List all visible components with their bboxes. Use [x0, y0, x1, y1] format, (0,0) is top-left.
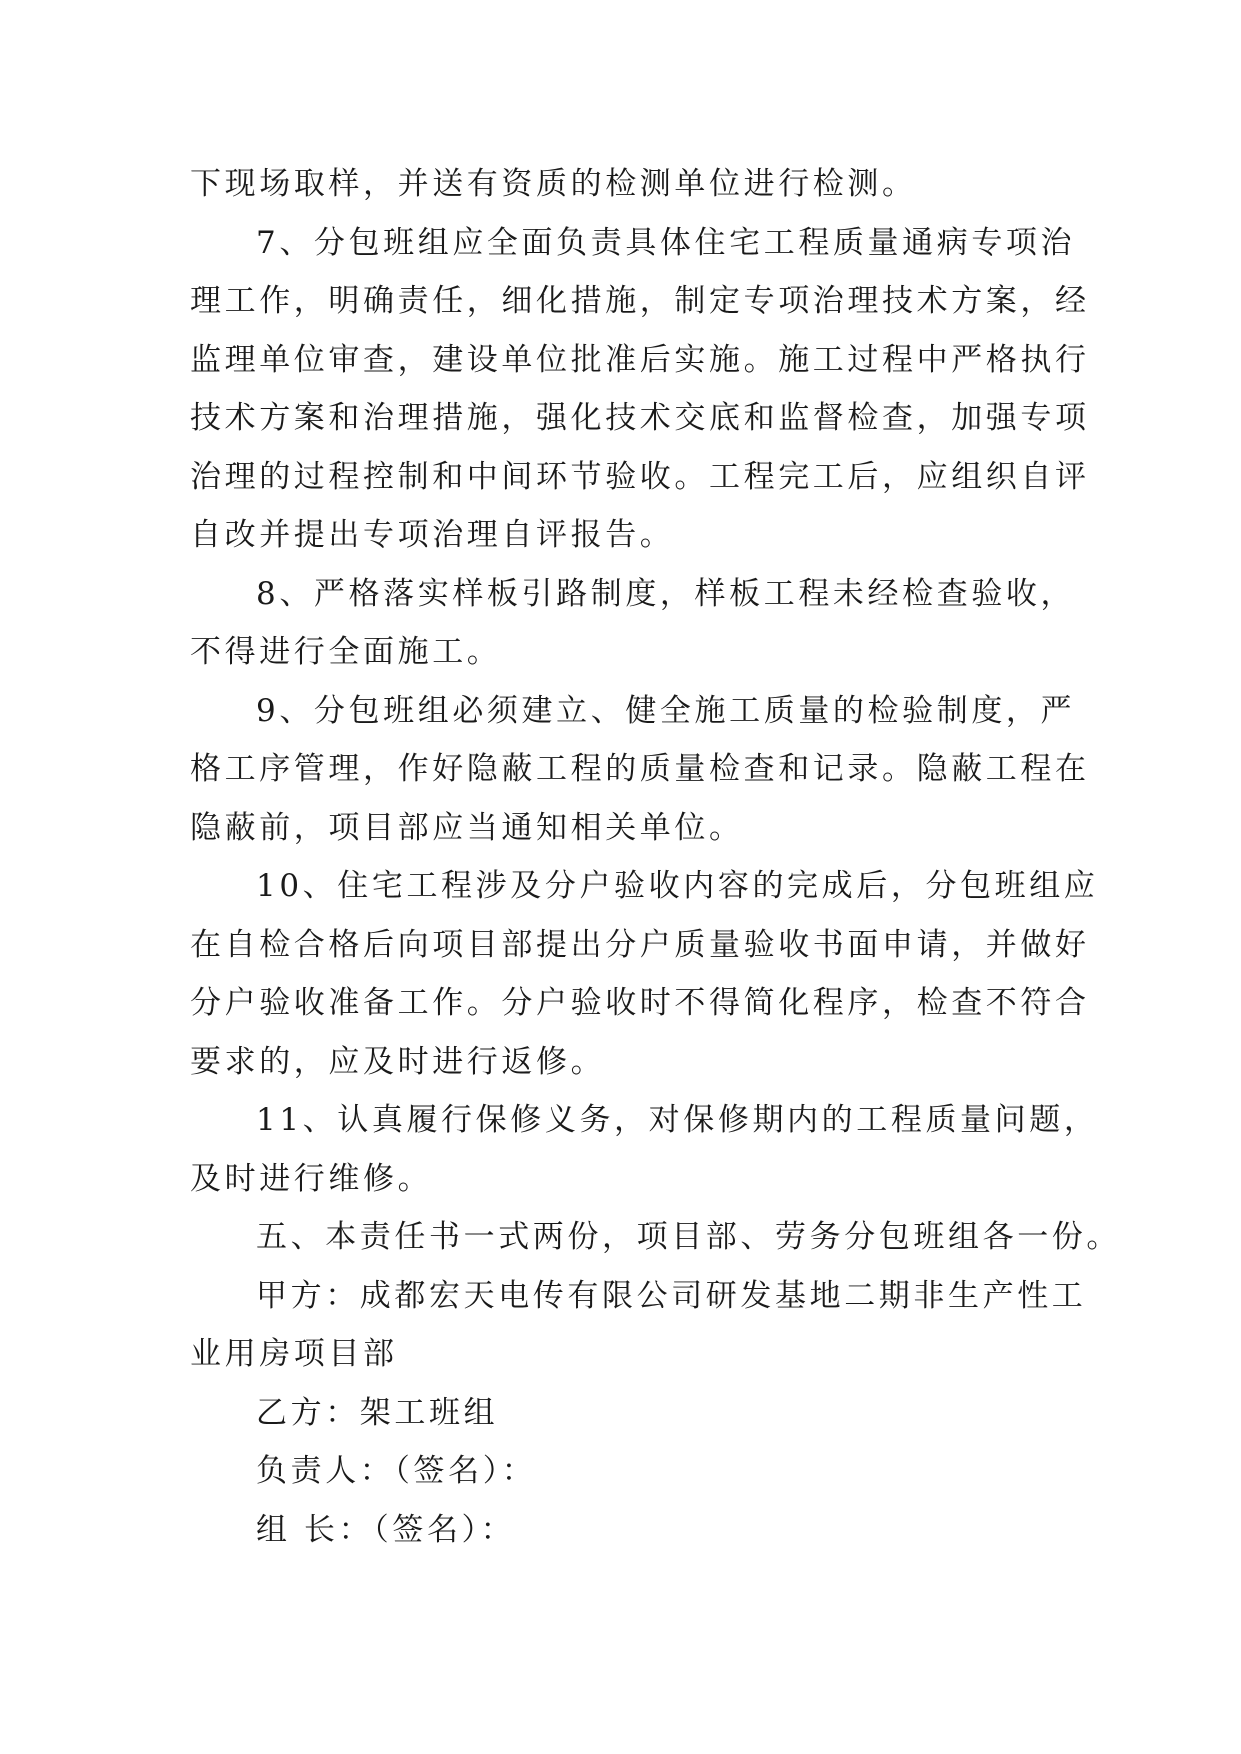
responsible-person-signature-line: 负责人：（签名）：	[256, 1453, 537, 1489]
paragraph-line: 分户验收准备工作。分户验收时不得简化程序，检查不符合	[190, 985, 1090, 1021]
paragraph-line: 隐蔽前，项目部应当通知相关单位。	[190, 809, 744, 846]
party-a-line: 甲方：成都宏天电传有限公司研发基地二期非生产性工	[256, 1277, 1087, 1314]
paragraph-line: 要求的，应及时进行返修。	[190, 1043, 606, 1080]
paragraph-line: 自改并提出专项治理自评报告。	[190, 517, 675, 553]
section-five-line: 五、本责任书一式两份，项目部、劳务分包班组各一份。	[256, 1219, 1121, 1255]
document-body	[190, 155, 1121, 1559]
paragraph-line: 及时进行维修。	[190, 1160, 433, 1197]
paragraph-line: 下现场取样，并送有资质的检测单位进行检测。	[190, 166, 917, 202]
clause-10-line: 10、住宅工程涉及分户验收内容的完成后，分包班组应	[256, 868, 1099, 904]
paragraph-line: 治理的过程控制和中间环节验收。工程完工后，应组织自评	[190, 458, 1090, 495]
team-leader-signature-line: 组 长：（签名）：	[256, 1511, 516, 1548]
clause-8-line: 8、严格落实样板引路制度，样板工程未经检查验收，	[256, 575, 1076, 612]
paragraph-line: 技术方案和治理措施，强化技术交底和监督检查，加强专项	[190, 400, 1090, 436]
clause-7-line: 7、分包班组应全面负责具体住宅工程质量通病专项治	[256, 224, 1076, 261]
paragraph-line: 格工序管理，作好隐蔽工程的质量检查和记录。隐蔽工程在	[190, 751, 1090, 787]
paragraph-line: 理工作，明确责任，细化措施，制定专项治理技术方案，经	[190, 283, 1090, 319]
paragraph-line: 在自检合格后向项目部提出分户质量验收书面申请，并做好	[190, 926, 1090, 963]
paragraph-line: 不得进行全面施工。	[190, 634, 502, 670]
clause-9-line: 9、分包班组必须建立、健全施工质量的检验制度，严	[256, 692, 1076, 729]
paragraph-line: 监理单位审查，建设单位批准后实施。施工过程中严格执行	[190, 341, 1090, 378]
party-b-line: 乙方：架工班组	[256, 1394, 499, 1431]
clause-11-line: 11、认真履行保修义务，对保修期内的工程质量问题，	[256, 1102, 1099, 1138]
party-a-continuation: 业用房项目部	[190, 1336, 398, 1372]
